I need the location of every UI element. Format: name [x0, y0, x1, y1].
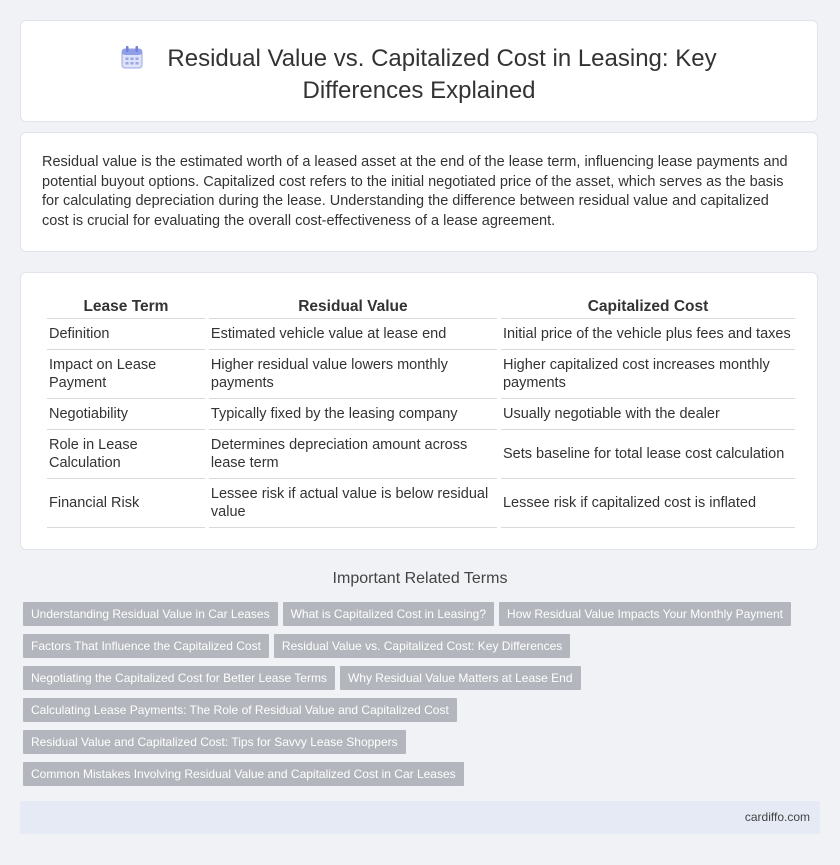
table-cell: Negotiability — [47, 399, 205, 430]
column-header: Lease Term — [47, 295, 205, 319]
related-term-link[interactable]: Residual Value and Capitalized Cost: Tips for Savvy Lease Shoppers — [23, 730, 406, 754]
title-card — [20, 20, 818, 122]
table-cell: Lessee risk if actual value is below residual value — [209, 479, 497, 528]
table-cell: Definition — [47, 319, 205, 350]
table-cell: Impact on Lease Payment — [47, 350, 205, 399]
calendar-icon — [121, 45, 143, 76]
related-terms-heading: Important Related Terms — [332, 570, 508, 587]
table-cell: Usually negotiable with the dealer — [501, 399, 795, 430]
comparison-table — [43, 295, 799, 528]
related-term-link[interactable]: Residual Value vs. Capitalized Cost: Key Differences — [274, 634, 570, 658]
table-cell: Typically fixed by the leasing company — [209, 399, 497, 430]
intro-text: Residual value is the estimated worth of a leased asset at the end of the lease term, influencing lease payments and potential buyout options. Capitalized cost refers to the initial negotiated price of the asset, which serves as the basis for calculating depreciation during the lease. Understanding the difference between residual value and capitalized cost is crucial for evaluating the overall cost-effectiveness of a lease agreement. — [42, 154, 788, 229]
intro-card — [20, 132, 818, 252]
related-term-link[interactable]: Why Residual Value Matters at Lease End — [340, 666, 581, 690]
table-row — [47, 399, 795, 430]
footer — [20, 801, 820, 834]
table-cell: Financial Risk — [47, 479, 205, 528]
footer-site-link[interactable]: cardiffo.com — [744, 810, 810, 824]
related-term-link[interactable]: Negotiating the Capitalized Cost for Better Lease Terms — [23, 666, 335, 690]
column-header: Capitalized Cost — [501, 295, 795, 319]
table-cell: Lessee risk if capitalized cost is inflated — [501, 479, 795, 528]
related-term-link[interactable]: Factors That Influence the Capitalized Cost — [23, 634, 269, 658]
table-cell: Higher capitalized cost increases monthly payments — [501, 350, 795, 399]
table-header-row — [47, 295, 795, 319]
table-cell: Estimated vehicle value at lease end — [209, 319, 497, 350]
table-row — [47, 319, 795, 350]
table-row — [47, 350, 795, 399]
comparison-table-card — [20, 272, 818, 550]
related-term-link[interactable]: How Residual Value Impacts Your Monthly Payment — [499, 602, 791, 626]
table-cell: Higher residual value lowers monthly payments — [209, 350, 497, 399]
related-term-link[interactable]: Understanding Residual Value in Car Leases — [23, 602, 278, 626]
table-row — [47, 479, 795, 528]
column-header: Residual Value — [209, 295, 497, 319]
table-cell: Sets baseline for total lease cost calculation — [501, 430, 795, 479]
table-cell: Initial price of the vehicle plus fees and taxes — [501, 319, 795, 350]
page-title — [61, 44, 777, 105]
related-term-link[interactable]: What is Capitalized Cost in Leasing? — [283, 602, 494, 626]
related-term-link[interactable]: Calculating Lease Payments: The Role of Residual Value and Capitalized Cost — [23, 698, 457, 722]
table-row — [47, 430, 795, 479]
related-term-link[interactable]: Common Mistakes Involving Residual Value and Capitalized Cost in Car Leases — [23, 762, 464, 786]
related-terms-list — [23, 602, 803, 794]
page-title-text: Residual Value vs. Capitalized Cost in Leasing: Key Differences Explained — [167, 45, 717, 104]
table-cell: Determines depreciation amount across lease term — [209, 430, 497, 479]
table-cell: Role in Lease Calculation — [47, 430, 205, 479]
